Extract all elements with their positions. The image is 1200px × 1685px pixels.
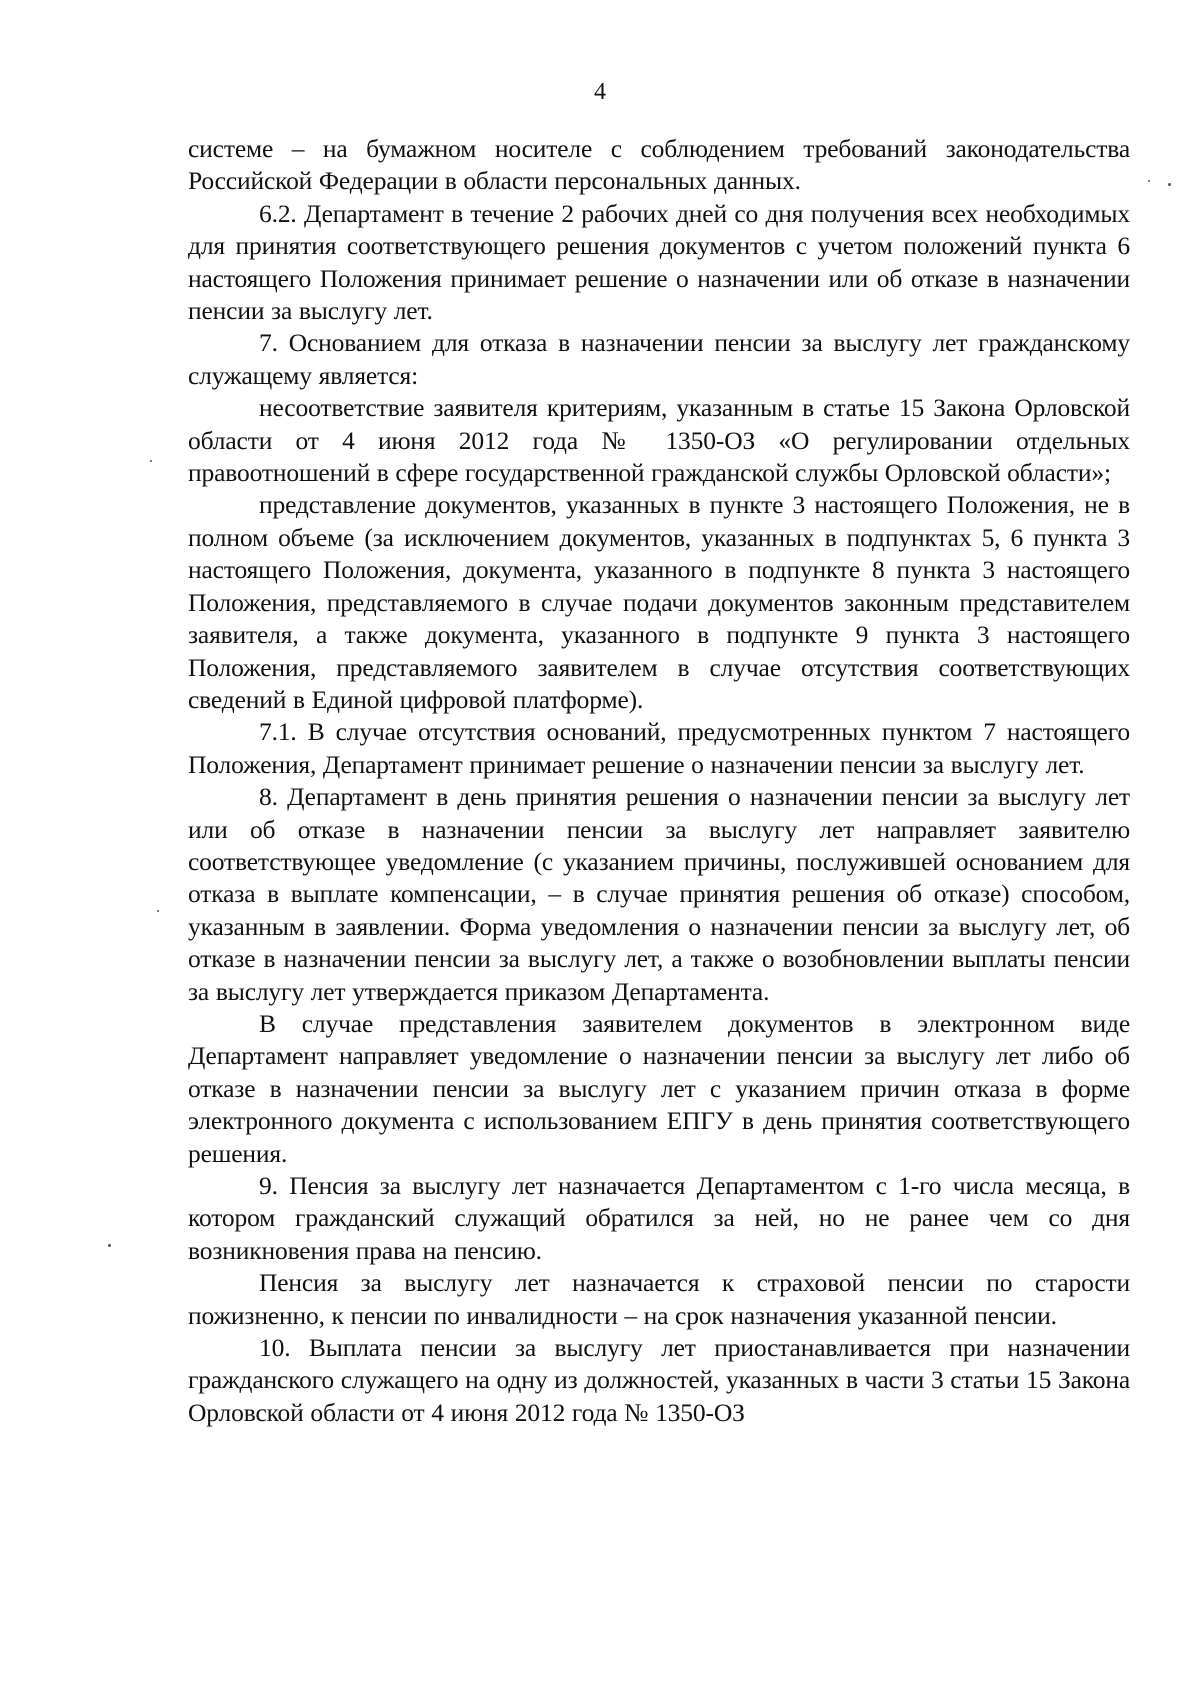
paragraph-7-criteria: несоответствие заявителя критериям, указанным в статье 15 Закона Орловской области от 4 июня 2012 года № 1350-ОЗ «О регулировании отдельных правоотношений в сфере государственной гражданской службы Орловской области»; [188, 393, 1130, 488]
scan-speck [150, 460, 152, 462]
paragraph-6-2: 6.2. Департамент в течение 2 рабочих дней со дня получения всех необходимых для принятия соответствующего решения документов с учетом положений пункта 6 настоящего Положения принимает решение о назначении или об отказе в назначении пенсии за выслугу лет. [188, 198, 1130, 326]
paragraph-7-1: 7.1. В случае отсутствия оснований, предусмотренных пунктом 7 настоящего Положения, Департамент принимает решение о назначении пенсии за выслугу лет. [188, 717, 1130, 779]
paragraph-7: 7. Основанием для отказа в назначении пенсии за выслугу лет гражданскому служащему является: [188, 328, 1130, 390]
document-body [188, 133, 1130, 1429]
paragraph-9-duration: Пенсия за выслугу лет назначается к страховой пенсии по старости пожизненно, к пенсии по инвалидности – на срок назначения указанной пенсии. [188, 1268, 1130, 1330]
scan-speck [1168, 183, 1171, 186]
scan-speck [1148, 180, 1150, 182]
scan-speck [108, 1244, 111, 1247]
paragraph-continuation: системе – на бумажном носителе с соблюдением требований законодательства Российской Федерации в области персональных данных. [188, 134, 1130, 196]
paragraph-7-documents: представление документов, указанных в пункте 3 настоящего Положения, не в полном объеме (за исключением документов, указанных в подпунктах 5, 6 пункта 3 настоящего Положения, документа, указанного в подпункте 8 пункта 3 настоящего Положения, представляемого в случае подачи документов законным представителем заявителя, а также документа, указанного в подпункте 9 пункта 3 настоящего Положения, представляемого заявителем в случае отсутствия соответствующих сведений в Единой цифровой платформе). [188, 490, 1130, 714]
paragraph-8: 8. Департамент в день принятия решения о назначении пенсии за выслугу лет или об отказе в назначении пенсии за выслугу лет направляет заявителю соответствующее уведомление (с указанием причины, послужившей основанием для отказа в выплате компенсации, – в случае принятия решения об отказе) способом, указанным в заявлении. Форма уведомления о назначении пенсии за выслугу лет, об отказе в назначении пенсии за выслугу лет, а также о возобновлении выплаты пенсии за выслугу лет утверждается приказом Департамента. [188, 782, 1130, 1006]
paragraph-9: 9. Пенсия за выслугу лет назначается Департаментом с 1-го числа месяца, в котором гражданский служащий обратился за ней, но не ранее чем со дня возникновения права на пенсию. [188, 1171, 1130, 1265]
scan-speck [157, 910, 159, 912]
paragraph-8-electronic: В случае представления заявителем документов в электронном виде Департамент направляет уведомление о назначении пенсии за выслугу лет либо об отказе в назначении пенсии за выслугу лет с указанием причин отказа в форме электронного документа с использованием ЕПГУ в день принятия соответствующего решения. [188, 1008, 1130, 1168]
page-number: 4 [594, 79, 606, 105]
paragraph-10: 10. Выплата пенсии за выслугу лет приостанавливается при назначении гражданского служащего на одну из должностей, указанных в части 3 статьи 15 Закона Орловской области от 4 июня 2012 года № 1350-ОЗ [188, 1333, 1130, 1427]
